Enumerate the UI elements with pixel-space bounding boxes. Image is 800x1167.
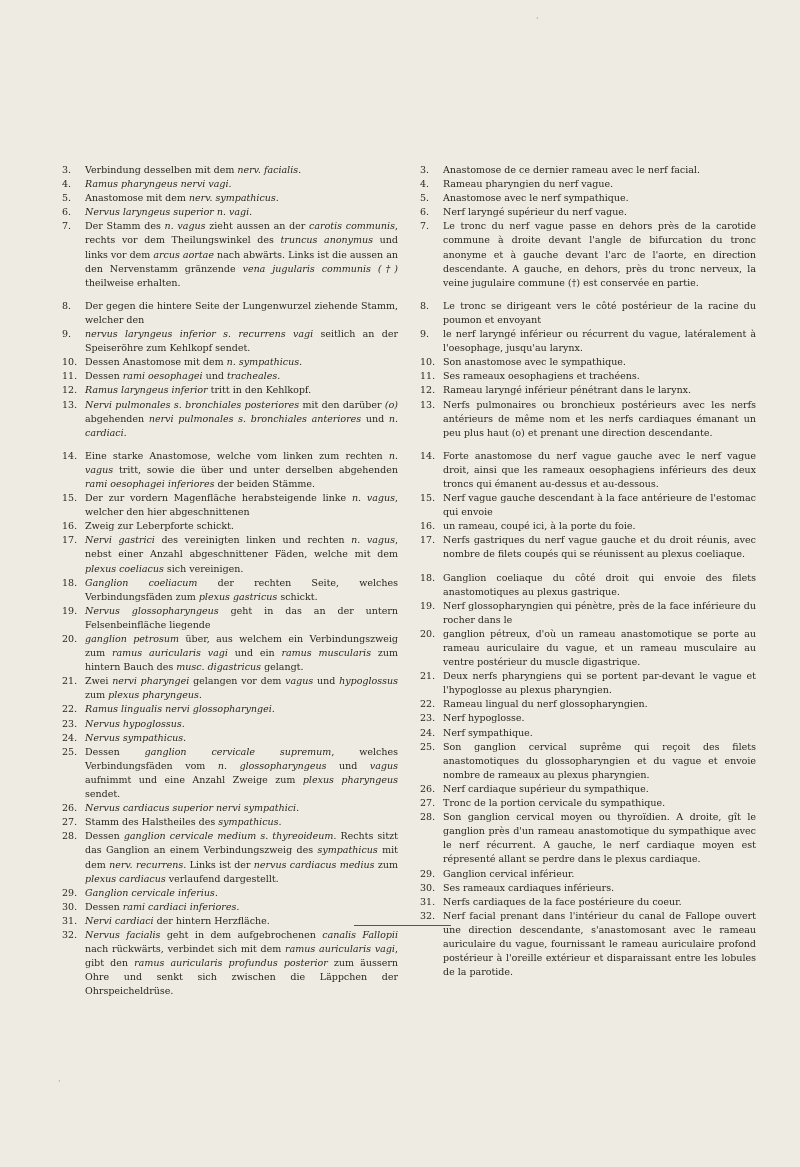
entry-number: 18. (420, 572, 436, 584)
legend-entry (62, 206, 398, 220)
entry-text: Nervi cardiaci der hintern Herzfläche. (85, 915, 270, 927)
entry-number: 16. (62, 521, 78, 533)
entry-number: 22. (62, 704, 78, 716)
legend-entry (62, 703, 398, 717)
entry-number: 11. (62, 371, 78, 383)
legend-entry (420, 370, 756, 384)
entry-text: Der zur vordern Magenfläche herabsteigende linke n. vagus, welcher den hier abgeschnittenen (85, 493, 399, 519)
legend-entry (62, 492, 398, 520)
entry-text: ganglion pétreux, d'où un rameau anastomotique se porte au rameau auriculaire du vague, et un rameau musculaire au ventre postérieur du muscle digastrique. (443, 628, 756, 669)
legend-entry (62, 718, 398, 732)
entry-number: 10. (62, 357, 78, 369)
entry-text: Nervus sympathicus. (85, 732, 187, 744)
entry-number: 8. (420, 300, 430, 312)
entry-text: Dessen ganglion cervicale supremum, welches Verbindungsfäden vom n. glossopharyngeus und vagus aufnimmt und eine Anzahl Zweige zum plexus pharyngeus sendet. (85, 746, 398, 801)
legend-entry (62, 328, 398, 356)
paper-speck: · (536, 14, 539, 23)
legend-entry (420, 492, 756, 520)
entry-text: Anastomose de ce dernier rameau avec le nerf facial. (443, 165, 700, 176)
entry-text: Eine starke Anastomose, welche vom linken zum rechten n. vagus tritt, sowie die über und unter derselben abgehenden rami oesophagei inferiores der beiden Stämme. (85, 450, 398, 490)
entry-number: 25. (420, 741, 436, 753)
entry-number: 3. (420, 165, 430, 176)
entry-text: Son anastomose avec le sympathique. (443, 357, 626, 369)
legend-entry (62, 220, 398, 290)
entry-text: Ramus pharyngeus nervi vagi. (85, 179, 232, 191)
entry-text: Nervus hypoglossus. (85, 718, 185, 730)
entry-number: 24. (420, 727, 436, 739)
entry-text: Ganglion coeliacum der rechten Seite, welches Verbindungsfäden zum plexus gastricus schickt. (85, 577, 398, 603)
entry-number: 27. (62, 817, 78, 829)
entry-number: 28. (420, 812, 436, 824)
entry-number: 19. (62, 605, 78, 617)
french-legend-column (420, 164, 756, 980)
entry-text: Rameau laryngé inférieur pénétrant dans le larynx. (443, 385, 692, 397)
entry-text: Nerfs pulmonaires ou bronchieux postérieurs avec les nerfs antérieurs de même nom et les nerfs cardiaques émanant un peu plus haut (o) et prenant une direction descendante. (443, 399, 756, 439)
legend-entry (62, 192, 398, 206)
legend-entry (62, 577, 398, 605)
entry-number: 24. (62, 732, 78, 744)
entry-number: 32. (62, 929, 78, 941)
entry-number: 21. (420, 671, 436, 683)
entry-text: Son ganglion cervical moyen ou thyroïdien. A droite, gît le ganglion près d'un rameau anastomotique du sympathique avec le nerf récurrent. A gauche, le nerf cardiaque moyen est répresenté allant se perdre dans le plexus cardiaque. (443, 812, 756, 866)
closing-rule (354, 925, 451, 926)
entry-text: Rameau lingual du nerf glossopharyngien. (443, 699, 648, 711)
entry-text: Nerf glossopharyngien qui pénètre, près de la face inférieure du rocher dans le (443, 600, 756, 626)
entry-number: 14. (420, 450, 436, 462)
entry-number: 17. (62, 535, 78, 547)
entry-number: 29. (420, 868, 436, 880)
legend-entry (420, 399, 756, 441)
entry-number: 11. (420, 371, 436, 383)
entry-number: 10. (420, 357, 436, 369)
legend-entry (420, 164, 756, 178)
entry-number: 20. (420, 628, 436, 640)
legend-entry (62, 384, 398, 398)
entry-text: Dessen ganglion cervicale medium s. thyreoideum. Rechts sitzt das Ganglion an einem Verbindungszweig des sympathicus mit dem nerv. recurrens. Links ist der nervus cardiacus medius zum plexus cardiacus verlaufend dargestellt. (85, 831, 399, 885)
entry-text: Nervus glossopharyngeus geht in das an der untern Felsenbeinfläche liegende (85, 605, 398, 631)
legend-entry (420, 628, 756, 670)
entry-text: Ses rameaux cardiaques inférieurs. (443, 882, 615, 894)
legend-entry (420, 868, 756, 882)
legend-entry (62, 675, 398, 703)
entry-number: 21. (62, 676, 78, 688)
entry-text: Anastomose avec le nerf sympathique. (443, 193, 629, 205)
entry-text: Verbindung desselben mit dem nerv. facialis. (85, 165, 302, 176)
legend-entry (420, 797, 756, 811)
entry-text: Nervus laryngeus superior n. vagi. (85, 207, 253, 219)
entry-number: 5. (62, 193, 72, 205)
entry-number: 15. (420, 493, 436, 505)
entry-number: 29. (62, 887, 78, 899)
entry-number: 9. (420, 329, 430, 341)
entry-text: Dessen Anastomose mit dem n. sympathicus. (85, 357, 303, 369)
entry-text: Nervi pulmonales s. bronchiales posteriores mit den darüber (o) abgehenden nervi pulmonales s. bronchiales anteriores und n. cardiaci. (85, 399, 399, 439)
entry-number: 4. (62, 179, 72, 191)
entry-number: 23. (420, 713, 436, 725)
entry-text: Son ganglion cervical suprême qui reçoit des filets anastomotiques du glossopharyngien et du vague et envoie nombre de rameaux au plexus pharyngien. (443, 741, 756, 781)
legend-entry (62, 887, 398, 901)
paper-speck: · (58, 1077, 61, 1086)
entry-number: 17. (420, 535, 436, 547)
entry-text: Nervi gastrici des vereinigten linken und rechten n. vagus, nebst einer Anzahl abgeschnittener Fäden, welche mit dem plexus coeliacus sich vereinigen. (85, 535, 399, 575)
entry-number: 25. (62, 746, 78, 758)
legend-entry (420, 910, 756, 980)
entry-number: 30. (62, 901, 78, 913)
entry-text: Zweig zur Leberpforte schickt. (85, 521, 234, 533)
entry-text: Der Stamm des n. vagus zieht aussen an der carotis communis, rechts vor dem Theilungswinkel des truncus anonymus und links vor dem arcus aortae nach abwärts. Links ist die aussen an den Nervenstamm gränzende vena jugularis communis (†) theilweise erhalten. (85, 221, 398, 289)
legend-entry (62, 370, 398, 384)
legend-entry (420, 178, 756, 192)
legend-entry (62, 534, 398, 576)
entry-text: Dessen rami cardiaci inferiores. (85, 901, 240, 913)
german-legend-column (62, 164, 398, 999)
entry-number: 7. (62, 221, 72, 233)
entry-text: Stamm des Halstheiles des sympathicus. (85, 817, 282, 829)
entry-number: 20. (62, 634, 78, 645)
entry-number: 18. (62, 577, 78, 589)
legend-entry (62, 901, 398, 915)
legend-entry (62, 830, 398, 886)
legend-entry (420, 572, 756, 600)
legend-entry (62, 164, 398, 178)
entry-number: 8. (62, 300, 72, 312)
entry-number: 13. (62, 399, 78, 411)
entry-number: 9. (62, 329, 72, 341)
entry-text: Nerfs cardiaques de la face postérieure du coeur. (443, 896, 682, 908)
entry-number: 12. (420, 385, 436, 397)
legend-entry (420, 811, 756, 867)
legend-entry (62, 732, 398, 746)
legend-entry (420, 600, 756, 628)
legend-entry (420, 206, 756, 220)
legend-entry (420, 192, 756, 206)
entry-text: nervus laryngeus inferior s. recurrens vagi seitlich an der Speiseröhre zum Kehlkopf sendet. (85, 329, 398, 355)
entry-number: 5. (420, 193, 430, 205)
entry-number: 27. (420, 798, 436, 810)
entry-number: 19. (420, 600, 436, 612)
legend-entry (62, 520, 398, 534)
legend-entry (420, 328, 756, 356)
legend-entry (62, 605, 398, 633)
entry-text: Nerf facial prenant dans l'intérieur du canal de Fallope ouvert une direction descendante, s'anastomosant avec le rameau auriculaire du vague, fournissant le rameau auriculaire profond postérieur à l'oreille extérieur et disparaissant entre les lobules de la parotide. (443, 910, 756, 979)
entry-number: 28. (62, 831, 78, 843)
entry-number: 32. (420, 910, 436, 922)
entry-number: 31. (420, 896, 436, 908)
legend-entry (420, 783, 756, 797)
entry-number: 4. (420, 179, 430, 191)
entry-number: 13. (420, 399, 436, 411)
entry-text: Ramus lingualis nervi glossopharyngei. (85, 704, 275, 716)
legend-entry (420, 896, 756, 910)
entry-text: Ganglion cervicale inferius. (85, 887, 218, 899)
entry-text: Nerfs gastriques du nerf vague gauche et du droit réunis, avec nombre de filets coupés qui se réunissent au plexus coeliaque. (443, 535, 756, 561)
legend-entry (420, 534, 756, 562)
entry-text: Ses rameaux oesophagiens et trachéens. (443, 371, 640, 383)
entry-text: le nerf laryngé inférieur ou récurrent du vague, latéralement à l'oesophage, jusqu'au larynx. (443, 329, 756, 355)
entry-text: Rameau pharyngien du nerf vague. (443, 179, 614, 191)
legend-entry (62, 178, 398, 192)
legend-entry (420, 220, 756, 290)
entry-text: Nerf cardiaque supérieur du sympathique. (443, 783, 649, 795)
legend-entry (420, 356, 756, 370)
legend-entry (420, 712, 756, 726)
entry-number: 15. (62, 493, 78, 505)
legend-entry (62, 399, 398, 441)
legend-entry (62, 356, 398, 370)
entry-text: Nerf vague gauche descendant à la face antérieure de l'estomac qui envoie (443, 493, 756, 519)
entry-text: Nerf laryngé supérieur du nerf vague. (443, 207, 627, 219)
legend-entry (62, 816, 398, 830)
legend-entry (62, 300, 398, 328)
entry-text: Nerf hypoglosse. (443, 713, 525, 725)
entry-number: 12. (62, 385, 78, 397)
legend-entry (62, 929, 398, 999)
entry-text: ganglion petrosum über, aus welchem ein Verbindungszweig zum ramus auricularis vagi und ein ramus muscularis zum hintern Bauch des musc. digastricus gelangt. (85, 634, 399, 674)
entry-number: 3. (62, 165, 72, 176)
entry-text: Nervus facialis geht in dem aufgebrochenen canalis Fallopii nach rückwärts, verbindet sich mit dem ramus auricularis vagi, gibt den ramus auricularis profundus posterior zum äussern Ohre und senkt sich zwischen die Läppchen der Ohrspeicheldrüse. (85, 929, 398, 998)
entry-text: Nerf sympathique. (443, 727, 533, 739)
entry-text: Ganglion coeliaque du côté droit qui envoie des filets anastomotiques au plexus gastrique. (443, 572, 756, 598)
entry-text: Deux nerfs pharyngiens qui se portent par-devant le vague et l'hypoglosse au plexus pharyngien. (443, 671, 756, 697)
entry-number: 7. (420, 221, 430, 233)
entry-text: Der gegen die hintere Seite der Lungenwurzel ziehende Stamm, welcher den (85, 300, 398, 326)
entry-number: 16. (420, 521, 436, 533)
legend-entry (420, 698, 756, 712)
legend-entry (420, 300, 756, 328)
entry-text: Dessen rami oesophagei und tracheales. (85, 371, 281, 383)
entry-number: 22. (420, 699, 436, 711)
entry-number: 23. (62, 718, 78, 730)
entry-text: Le tronc se dirigeant vers le côté postérieur de la racine du poumon et envoyant (443, 300, 756, 326)
legend-entry (420, 520, 756, 534)
entry-text: un rameau, coupé ici, à la porte du foie. (443, 521, 636, 533)
legend-entry (62, 915, 398, 929)
legend-entry (420, 741, 756, 783)
entry-number: 6. (62, 207, 72, 219)
entry-text: Zwei nervi pharyngei gelangen vor dem vagus und hypoglossus zum plexus pharyngeus. (85, 676, 398, 702)
entry-number: 31. (62, 915, 78, 927)
legend-entry (420, 727, 756, 741)
entry-text: Tronc de la portion cervicale du sympathique. (443, 798, 666, 810)
entry-number: 14. (62, 450, 78, 462)
entry-text: Nervus cardiacus superior nervi sympathici. (85, 803, 300, 815)
entry-text: Le tronc du nerf vague passe en dehors près de la carotide commune à droite devant l'angle de bifurcation du tronc anonyme et à gauche devant l'arc de l'aorte, en direction descendante. A gauche, en dehors, près du tronc nerveux, la veine jugulaire commune (†) est conservée en partie. (443, 221, 756, 289)
entry-text: Anastomose mit dem nerv. sympathicus. (85, 193, 279, 205)
entry-text: Ganglion cervical inférieur. (443, 868, 575, 880)
legend-entry (420, 882, 756, 896)
entry-number: 26. (62, 803, 78, 815)
legend-entry (62, 802, 398, 816)
legend-entry (420, 670, 756, 698)
entry-text: Ramus laryngeus inferior tritt in den Kehlkopf. (85, 385, 312, 397)
entry-number: 6. (420, 207, 430, 219)
entry-number: 26. (420, 783, 436, 795)
legend-entry (420, 384, 756, 398)
entry-number: 30. (420, 882, 436, 894)
legend-entry (420, 450, 756, 492)
legend-entry (62, 746, 398, 802)
entry-text: Forte anastomose du nerf vague gauche avec le nerf vague droit, ainsi que les rameaux oesophagiens inférieurs des deux troncs qui émanent au-dessus et au-dessous. (443, 450, 756, 490)
legend-entry (62, 633, 398, 675)
legend-entry (62, 450, 398, 492)
